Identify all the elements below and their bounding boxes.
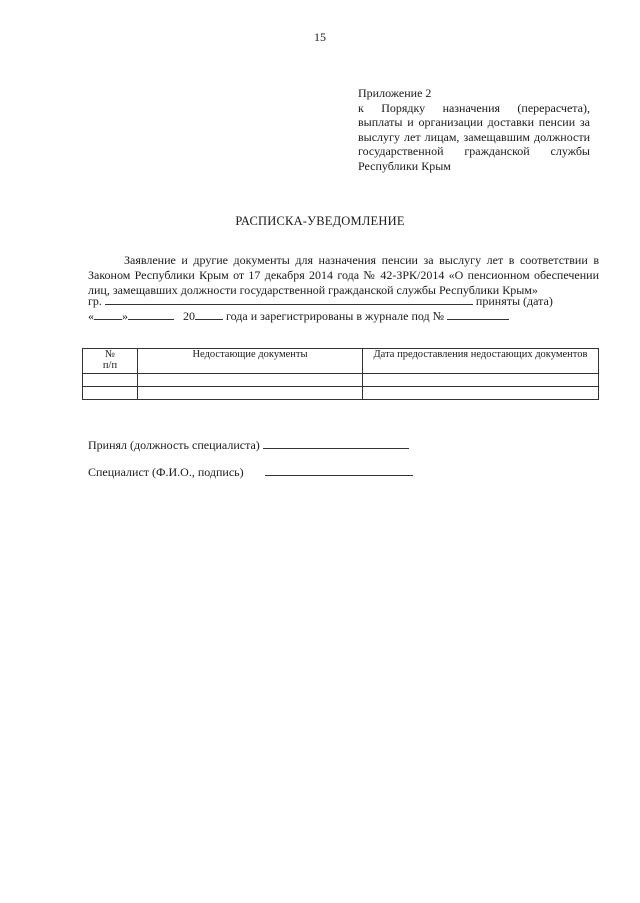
document-title: РАСПИСКА-УВЕДОМЛЕНИЕ xyxy=(235,214,405,228)
table-cell[interactable] xyxy=(83,387,138,400)
table-row xyxy=(83,374,599,387)
table-cell[interactable] xyxy=(363,387,599,400)
missing-documents-table xyxy=(82,348,599,400)
appendix-title: Приложение 2 xyxy=(358,86,432,100)
month-blank[interactable] xyxy=(128,319,174,320)
appendix-body: к Порядку назначения (перерасчета), выплаты и организации доставки пенсии за выслугу лет лицам, замещавшим должности государственной гражданской службы xyxy=(358,100,590,159)
applicant-prefix: гр. xyxy=(88,294,102,308)
specialist-blank[interactable] xyxy=(265,475,413,476)
specialist-label: Специалист (Ф.И.О., подпись) xyxy=(88,465,244,479)
year-blank[interactable] xyxy=(195,319,223,320)
applicant-name-blank[interactable] xyxy=(105,304,473,305)
applicant-line xyxy=(88,294,553,309)
registration-number-blank[interactable] xyxy=(447,319,509,320)
year-prefix: 20 xyxy=(183,309,195,323)
table-row xyxy=(83,387,599,400)
appendix-last-line: Республики Крым xyxy=(358,158,451,173)
statement-text: Заявление и другие документы для назначения пенсии за выслугу лет в соответствии в Законом Республики Крым от 17 декабря 2014 года № 42-ЗРК/2014 «О пенсионном обеспечении лиц, замещавших должности государственной гражданской службы Республики Крым» xyxy=(88,253,599,297)
applicant-suffix: приняты (дата) xyxy=(475,294,553,308)
table-header-row xyxy=(83,349,599,374)
accepted-label: Принял (должность специалиста) xyxy=(88,438,260,452)
table-cell[interactable] xyxy=(138,374,363,387)
specialist-line xyxy=(88,465,413,480)
col-date-header: Дата предоставления недостающих документов xyxy=(363,349,599,374)
registration-text: года и зарегистрированы в журнале под № xyxy=(226,309,445,323)
day-blank[interactable] xyxy=(94,319,122,320)
table-cell[interactable] xyxy=(83,374,138,387)
page-number: 15 xyxy=(314,30,326,44)
appendix-block xyxy=(358,86,590,174)
date-line xyxy=(88,309,509,324)
col-number-header: № п/п xyxy=(83,349,138,374)
table-cell[interactable] xyxy=(138,387,363,400)
accepted-blank[interactable] xyxy=(263,448,409,449)
col-documents-header: Недостающие документы xyxy=(138,349,363,374)
date-open-quote: « xyxy=(88,309,94,323)
table-cell[interactable] xyxy=(363,374,599,387)
statement-paragraph xyxy=(88,253,599,297)
accepted-line xyxy=(88,438,409,453)
date-close-quote: » xyxy=(122,309,128,323)
